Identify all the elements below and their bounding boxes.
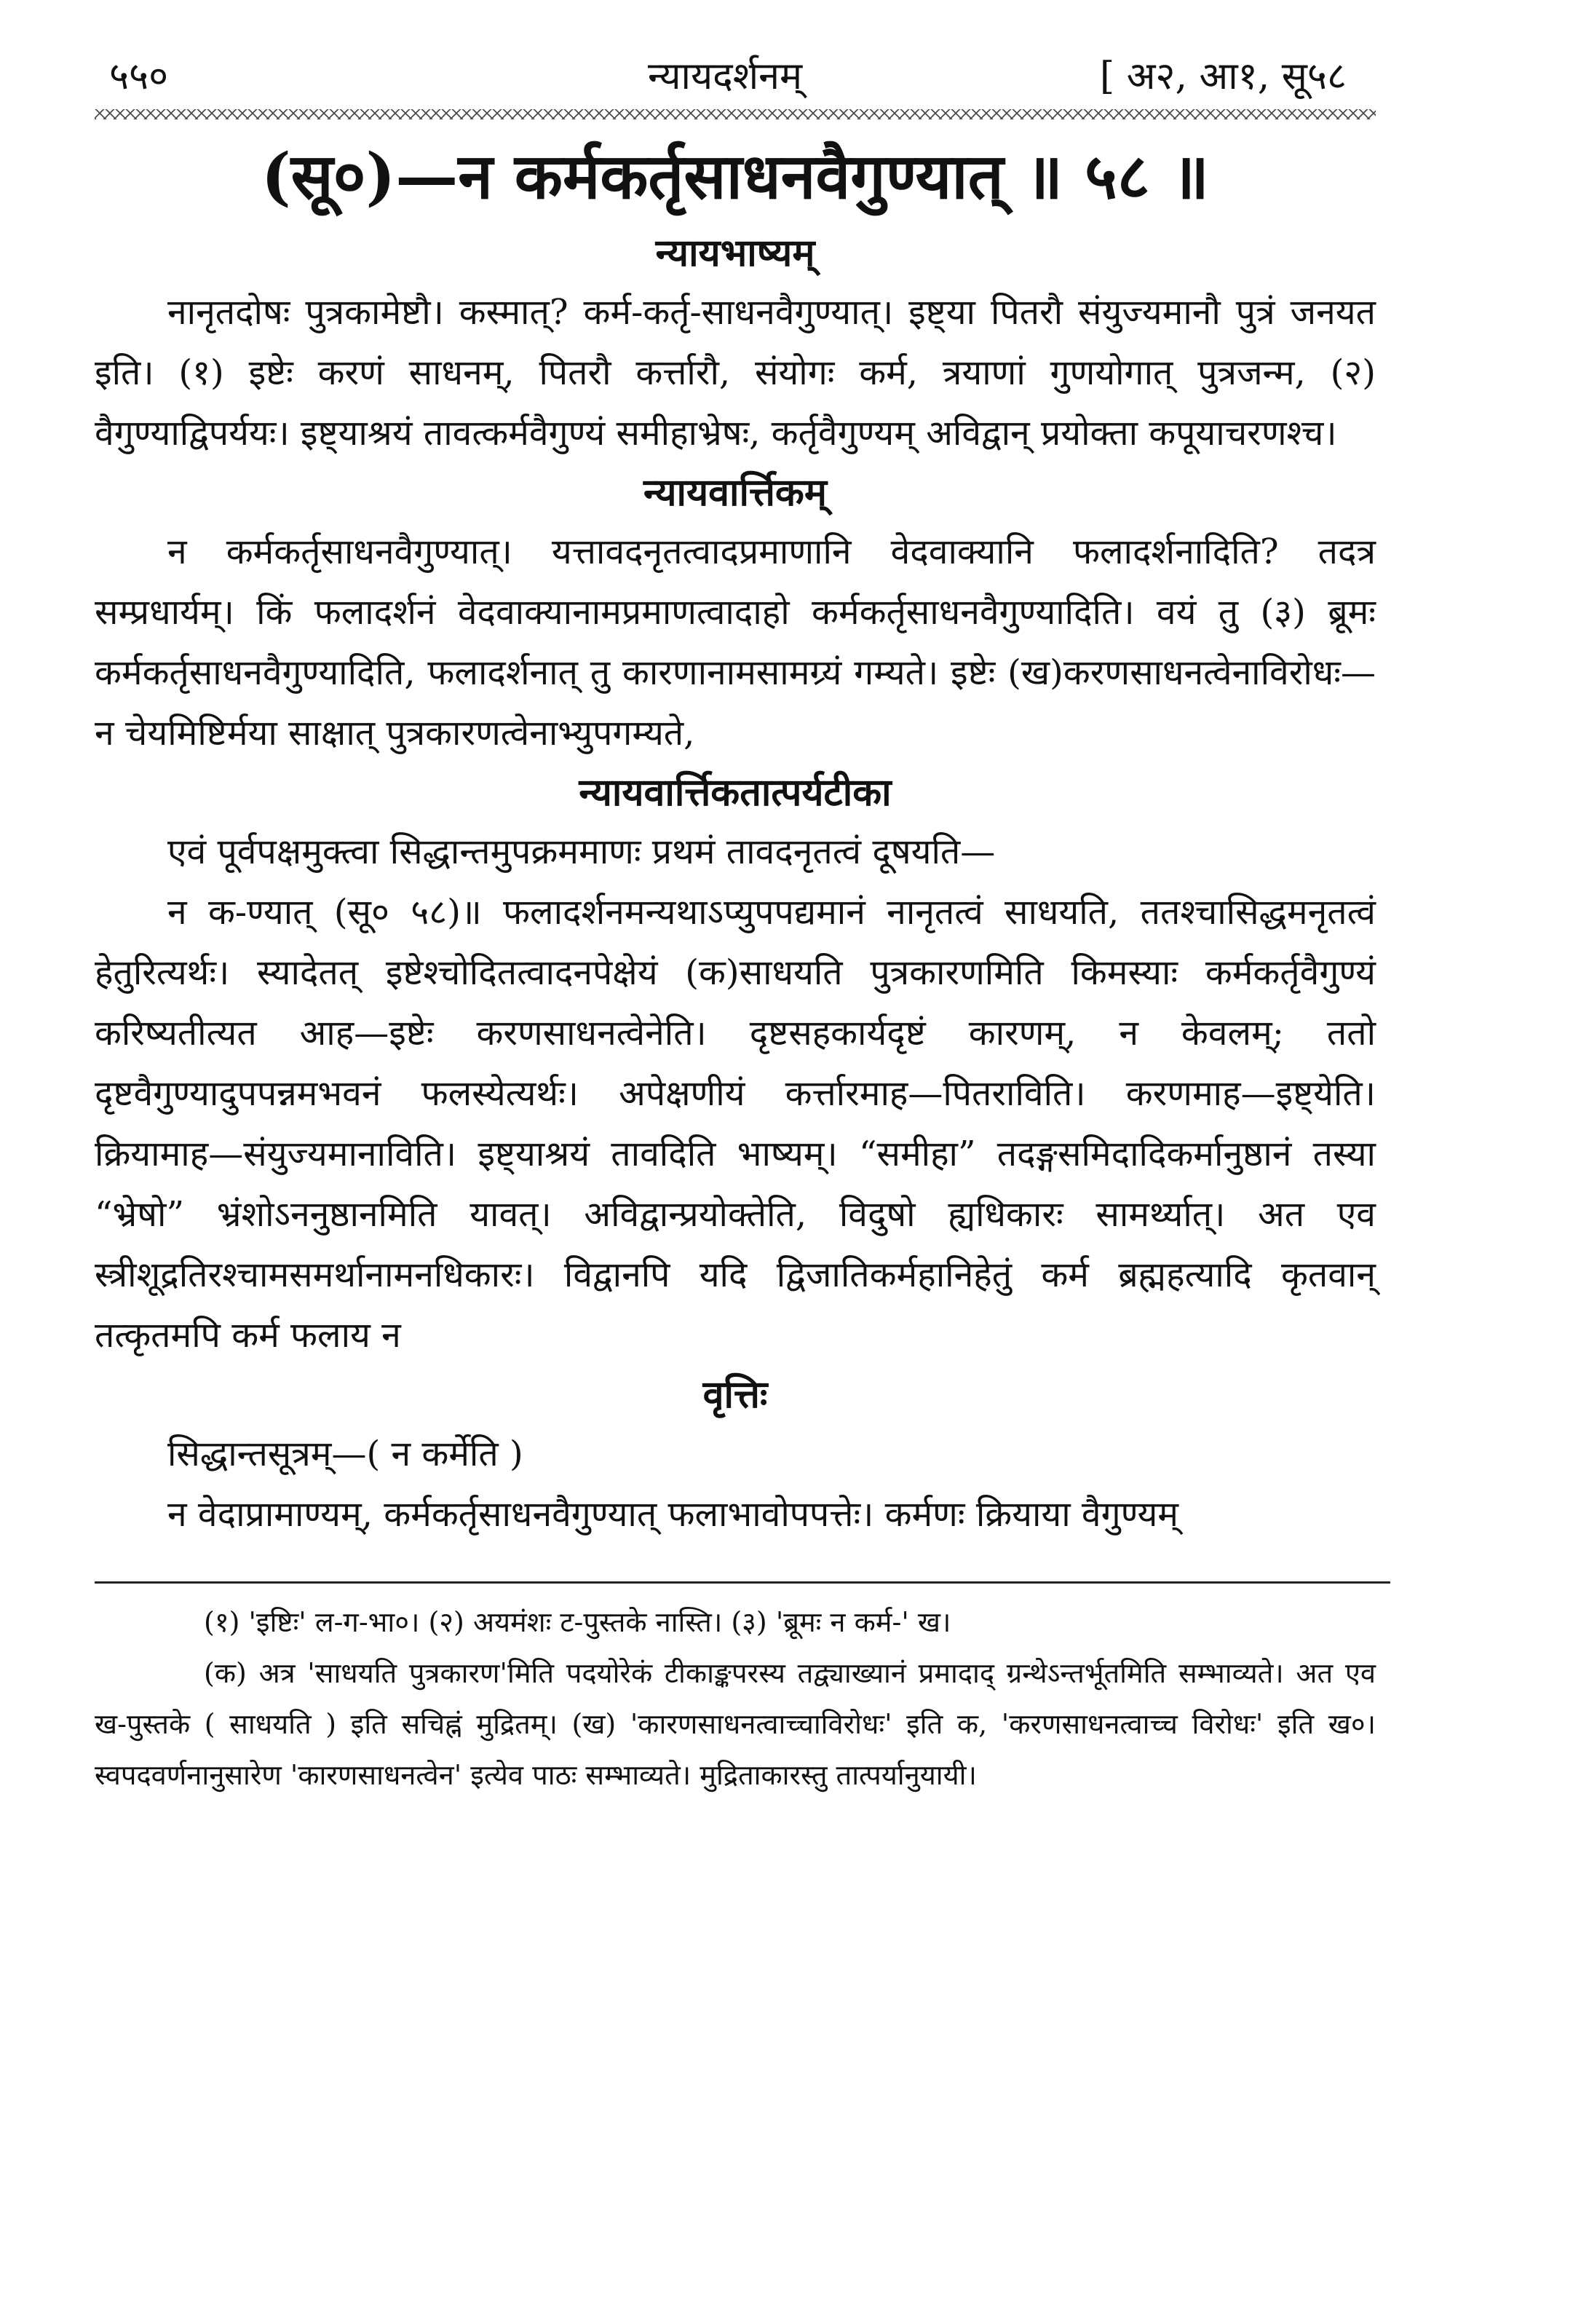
book-page (95, 44, 1376, 2286)
vritti-paragraph: न वेदाप्रामाण्यम्, कर्मकर्तृसाधनवैगुण्यात् फलाभावोपपत्तेः। कर्मणः क्रियाया वैगुण्यम् (167, 1494, 1178, 1535)
section-heading-vritti: वृत्तिः (702, 1372, 768, 1417)
bhashya-paragraph: नानृतदोषः पुत्रकामेष्टौ। कस्मात्? कर्म-कर्तृ-साधनवैगुण्यात्। इष्ट्या पितरौ संयुज्यमानौ पुत्रं जनयत इति। (१) इष्टेः करणं साधनम्, पितरौ कर्त्तारौ, संयोगः कर्म, त्रयाणां गुणयोगात् पुत्रजन्म, (२) वैगुण्याद्विपर्ययः। इष्ट्याश्रयं तावत्कर्मवैगुण्यं समीहाभ्रेषः, कर्तृवैगुण्यम् अविद्वान् प्रयोक्ता कपूयाचरणश्च। (95, 292, 1376, 454)
section-heading-tika: न्यायवार्त्तिकतात्पर्यटीका (579, 770, 892, 815)
vartika-paragraph: न कर्मकर्तृसाधनवैगुण्यात्। यत्तावदनृतत्वादप्रमाणानि वेदवाक्यानि फलादर्शनादिति? तदत्र सम्प्रधार्यम्। किं फलादर्शनं वेदवाक्यानामप्रमाणत्वादाहो कर्मकर्तृसाधनवैगुण्यादिति। वयं तु (३) ब्रूमः कर्मकर्तृसाधनवैगुण्यादिति, फलादर्शनात् तु कारणानामसामग्र्यं गम्यते। इष्टेः (ख)करणसाधनत्वेनाविरोधः—न चेयमिष्टिर्मया साक्षात् पुत्रकारणत्वेनाभ्युपगम्यते, (95, 531, 1376, 754)
footnote-divider (95, 1581, 1390, 1584)
footnote-numbered: (१) 'इष्टिः' ल-ग-भा०। (२) अयमंशः ट-पुस्तके नास्ति। (३) 'ब्रूमः न कर्म-' ख। (204, 1606, 951, 1638)
sutra-heading: (सू०)—न कर्मकर्तृसाधनवैगुण्यात् ॥ ५८ ॥ (261, 140, 1210, 213)
page-header (95, 44, 1376, 109)
section-reference: [ अ२, आ१, सू५८ (1099, 55, 1347, 98)
section-heading-bhashya: न्यायभाष्यम् (655, 231, 815, 275)
tika-intro-paragraph: एवं पूर्वपक्षमुक्त्वा सिद्धान्तमुपक्रममाणः प्रथमं तावदनृतत्वं दूषयति— (167, 831, 996, 872)
section-heading-vartika: न्यायवार्त्तिकम् (643, 470, 827, 515)
running-title: न्यायदर्शनम् (648, 55, 803, 98)
header-wavy-rule (95, 109, 1376, 124)
tika-main-paragraph: न क-ण्यात् (सू० ५८)॥ फलादर्शनमन्यथाऽप्युपपद्यमानं नानृतत्वं साधयति, ततश्चासिद्धमनृतत्वं हेतुरित्यर्थः। स्यादेतत् इष्टेश्चोदितत्वादनपेक्षेयं (क)साधयति पुत्रकारणमिति किमस्याः कर्मकर्तृवैगुण्यं करिष्यतीत्यत आह—इष्टेः करणसाधनत्वेनेति। दृष्टसहकार्यदृष्टं कारणम्, न केवलम्; ततो दृष्टवैगुण्यादुपपन्नमभवनं फलस्येत्यर्थः। अपेक्षणीयं कर्त्तारमाह—पितराविति। करणमाह—इष्ट्येति। क्रियामाह—संयुज्यमानाविति। इष्ट्याश्रयं तावदिति भाष्यम्। “समीहा” तदङ्गसमिदादिकर्मानुष्ठानं तस्या “भ्रेषो” भ्रंशोऽननुष्ठानमिति यावत्। अविद्वान्प्रयोक्तेति, विदुषो ह्यधिकारः सामर्थ्यात्। अत एव स्त्रीशूद्रतिरश्चामसमर्थानामनधिकारः। विद्वानपि यदि द्विजातिकर्महानिहेतुं कर्म ब्रह्महत्यादि कृतवान् तत्कृतमपि कर्म फलाय न (95, 892, 1376, 1356)
page-number: ५५० (109, 55, 169, 98)
vritti-sutra-line: सिद्धान्तसूत्रम्—( न कर्मेति ) (167, 1434, 523, 1474)
footnote-lettered: (क) अत्र 'साधयति पुत्रकारण'मिति पदयोरेकं टीकाङ्कपरस्य तद्व्याख्यानं प्रमादाद् ग्रन्थेऽन्तर्भूतमिति सम्भाव्यते। अत एव ख-पुस्तके ( साधयति ) इति सचिह्नं मुद्रितम्। (ख) 'कारणसाधनत्वाच्चाविरोधः' इति क, 'करणसाधनत्वाच्च विरोधः' इति ख०। स्वपदवर्णनानुसारेण 'कारणसाधनत्वेन' इत्येव पाठः सम्भाव्यते। मुद्रिताकारस्तु तात्पर्यानुयायी। (95, 1657, 1376, 1791)
